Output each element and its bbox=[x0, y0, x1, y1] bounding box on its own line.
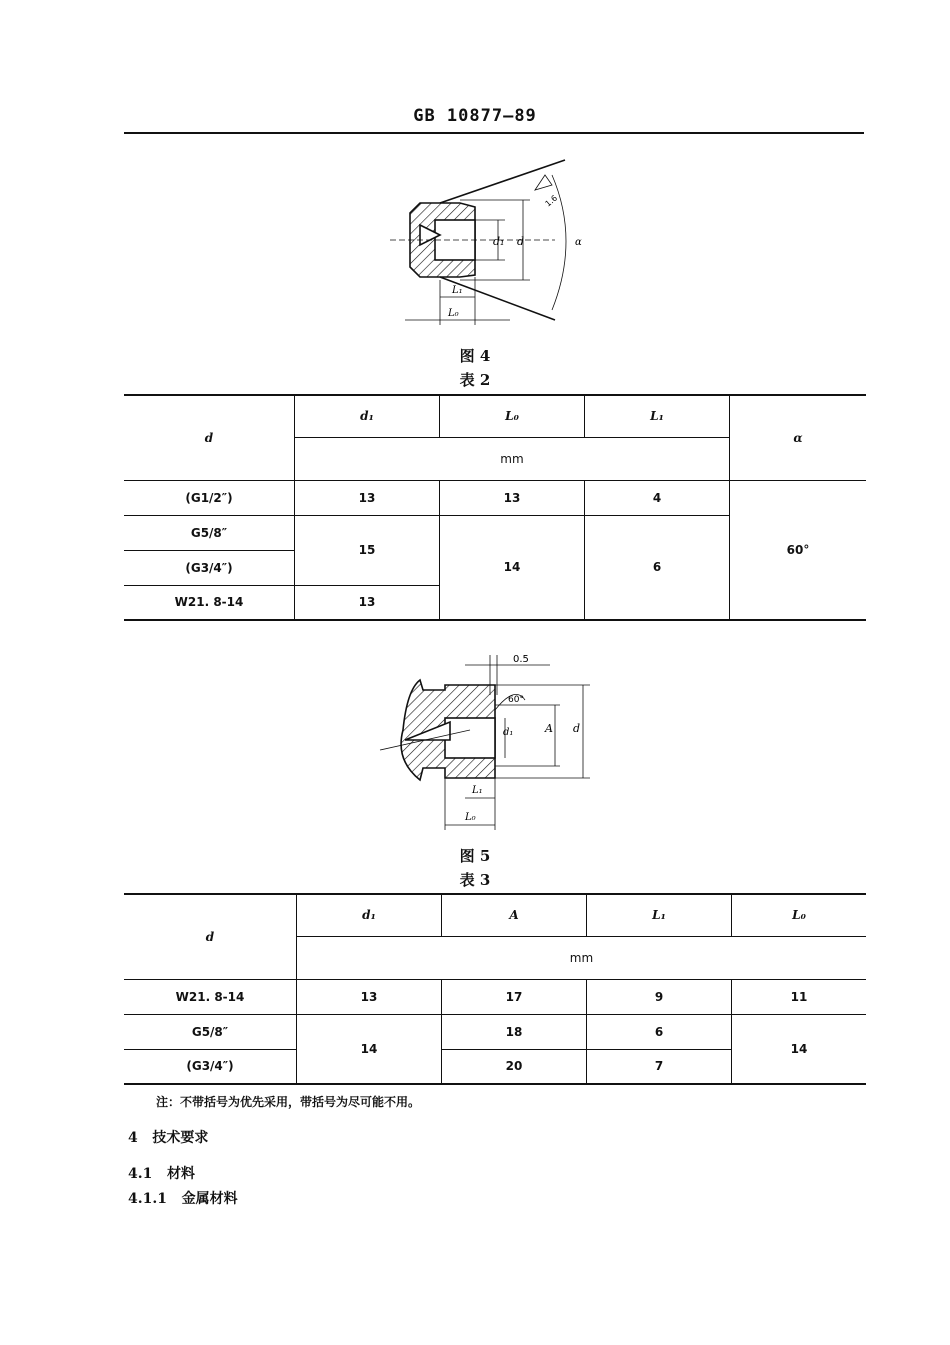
section-4-1 bbox=[128, 1163, 195, 1183]
t3-row1-A: 17 bbox=[442, 979, 587, 1014]
fig4-L1-label: L₁ bbox=[452, 285, 463, 296]
t3-row1-L0: 11 bbox=[732, 979, 867, 1014]
fig4-roughness-label: 1.6 bbox=[543, 193, 560, 209]
fig5-angle-label: 60° bbox=[508, 695, 524, 705]
fig4-L0-label: L₀ bbox=[448, 308, 459, 319]
table-3-caption: 表 3 bbox=[459, 871, 491, 889]
t2-row1-d1: 13 bbox=[295, 480, 440, 515]
fig5-A-label: A bbox=[545, 722, 553, 735]
t2-header-d: d bbox=[124, 395, 295, 480]
t2-row2-d: G5/8″ bbox=[124, 515, 295, 550]
t2-row4-d1: 13 bbox=[295, 585, 440, 620]
fig5-gap-label: 0.5 bbox=[513, 654, 529, 665]
t3-header-L1: L₁ bbox=[587, 894, 732, 936]
t2-L1-merged: 6 bbox=[585, 515, 730, 620]
document-code: GB 10877—89 bbox=[413, 106, 537, 126]
t2-row1-L0: 13 bbox=[440, 480, 585, 515]
fig4-alpha-label: α bbox=[575, 237, 582, 248]
section-4-1-1 bbox=[128, 1188, 238, 1208]
t3-unit: mm bbox=[297, 936, 867, 979]
t2-row1-L1: 4 bbox=[585, 480, 730, 515]
t3-row3-d: (G3/4″) bbox=[124, 1049, 297, 1084]
section-4-1-title: 材料 bbox=[166, 1166, 195, 1182]
header-rule bbox=[124, 132, 864, 134]
table-2-caption: 表 2 bbox=[459, 371, 491, 389]
t2-header-d1: d₁ bbox=[295, 395, 440, 437]
t3-row1-L1: 9 bbox=[587, 979, 732, 1014]
t3-header-d: d bbox=[124, 894, 297, 979]
t3-row2-A: 18 bbox=[442, 1014, 587, 1049]
figure-5-drawing bbox=[375, 650, 605, 835]
section-4-1-number: 4.1 bbox=[128, 1166, 153, 1182]
t2-unit: mm bbox=[295, 437, 730, 480]
t3-header-L0: L₀ bbox=[732, 894, 867, 936]
fig5-d-label: d bbox=[573, 722, 581, 735]
t3-row2-d: G5/8″ bbox=[124, 1014, 297, 1049]
section-4-number: 4 bbox=[128, 1130, 138, 1146]
t2-alpha-value: 60° bbox=[730, 480, 867, 620]
t3-L0-merged: 14 bbox=[732, 1014, 867, 1084]
fig4-d1-label: d₁ bbox=[493, 235, 505, 248]
t2-L0-merged: 14 bbox=[440, 515, 585, 620]
t3-row1-d1: 13 bbox=[297, 979, 442, 1014]
t3-header-A: A bbox=[442, 894, 587, 936]
figure-4-drawing bbox=[380, 155, 600, 335]
section-4-1-1-title: 金属材料 bbox=[181, 1191, 238, 1207]
fig5-L0-label: L₀ bbox=[465, 812, 476, 823]
t3-header-d1: d₁ bbox=[297, 894, 442, 936]
table-note: 注：不带括号为优先采用，带括号为尽可能不用。 bbox=[156, 1095, 421, 1109]
table-2 bbox=[124, 394, 866, 621]
section-4 bbox=[128, 1127, 208, 1147]
table-3 bbox=[124, 893, 866, 1085]
fig4-d-label: d bbox=[517, 235, 525, 248]
t2-row3-d: (G3/4″) bbox=[124, 550, 295, 585]
t2-row4-d: W21. 8-14 bbox=[124, 585, 295, 620]
t3-row3-L1: 7 bbox=[587, 1049, 732, 1084]
t3-row3-A: 20 bbox=[442, 1049, 587, 1084]
fig5-L1-label: L₁ bbox=[472, 785, 483, 796]
t3-row1-d: W21. 8-14 bbox=[124, 979, 297, 1014]
figure-5-caption: 图 5 bbox=[459, 847, 491, 865]
t3-d1-merged: 14 bbox=[297, 1014, 442, 1084]
t2-row1-d: (G1/2″) bbox=[124, 480, 295, 515]
t2-header-alpha: α bbox=[730, 395, 867, 480]
t3-row2-L1: 6 bbox=[587, 1014, 732, 1049]
t2-d1-merged: 15 bbox=[295, 515, 440, 585]
section-4-title: 技术要求 bbox=[152, 1130, 209, 1146]
t2-header-L0: L₀ bbox=[440, 395, 585, 437]
figure-4-caption: 图 4 bbox=[459, 347, 491, 365]
fig5-d1-label: d₁ bbox=[503, 727, 514, 738]
section-4-1-1-number: 4.1.1 bbox=[128, 1191, 167, 1207]
t2-header-L1: L₁ bbox=[585, 395, 730, 437]
